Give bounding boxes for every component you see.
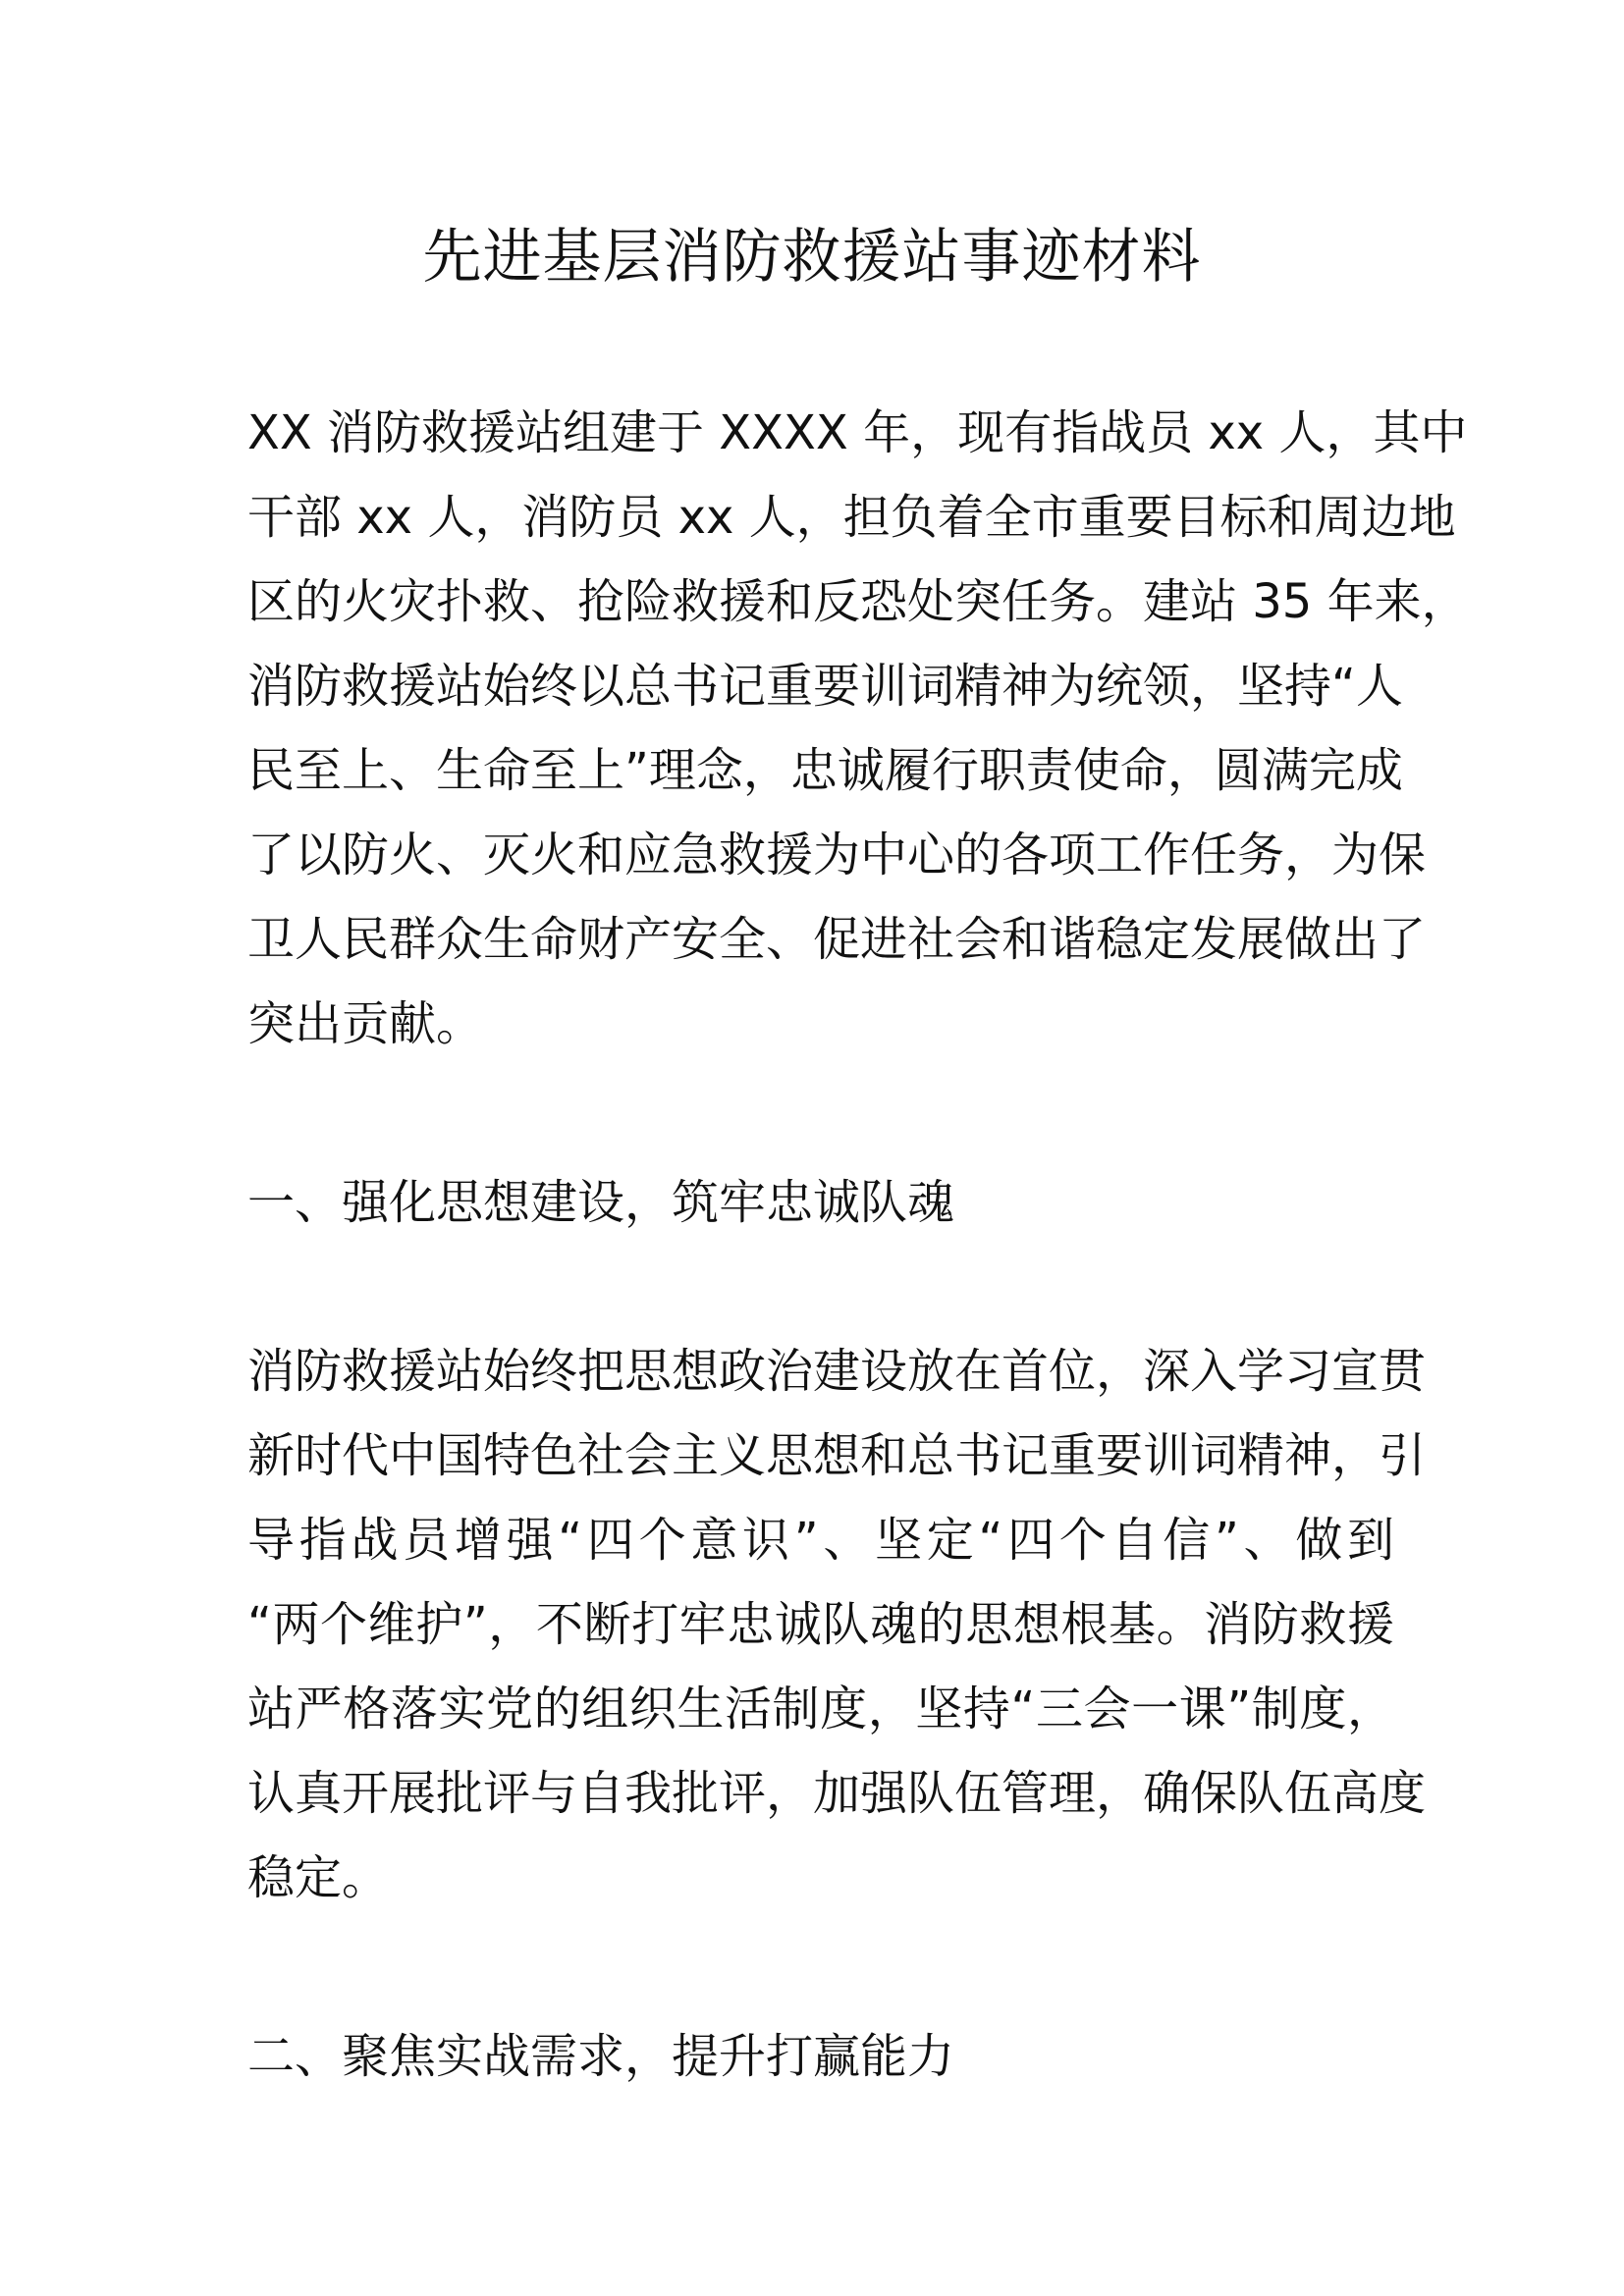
paragraph-line: 新时代中国特色社会主义思想和总书记重要训词精神，引 bbox=[247, 1428, 1427, 1483]
paragraph-line: 了以防火、灭火和应急救援为中心的各项工作任务，为保 bbox=[247, 828, 1427, 882]
paragraph-line: 稳定。 bbox=[247, 1850, 390, 1905]
paragraph-line: 干部 xx 人，消防员 xx 人，担负着全市重要目标和周边地 bbox=[247, 490, 1456, 545]
paragraph-line: 突出贡献。 bbox=[247, 996, 484, 1051]
paragraph-line: XX 消防救援站组建于 XXXX 年，现有指战员 xx 人，其中 bbox=[247, 405, 1468, 460]
paragraph-line: 民至上、生命至上”理念，忠诚履行职责使命，圆满完成 bbox=[247, 743, 1403, 798]
paragraph-line: 消防救援站始终把思想政治建设放在首位，深入学习宣贯 bbox=[247, 1344, 1427, 1399]
section-heading-1: 一、强化思想建设，筑牢忠诚队魂 bbox=[247, 1175, 955, 1230]
paragraph-line: 导指战员增强“四个意识”、坚定“四个自信”、做到 bbox=[247, 1513, 1394, 1568]
paragraph-line: 卫人民群众生命财产安全、促进社会和谐稳定发展做出了 bbox=[247, 912, 1427, 967]
document-title: 先进基层消防救援站事迹材料 bbox=[422, 223, 1202, 292]
paragraph-line: 区的火灾扑救、抢险救援和反恐处突任务。建站 35 年来， bbox=[247, 574, 1469, 629]
section-heading-2: 二、聚焦实战需求，提升打赢能力 bbox=[247, 2029, 955, 2084]
paragraph-line: 消防救援站始终以总书记重要训词精神为统领，坚持“人 bbox=[247, 659, 1403, 714]
paragraph-line: 站严格落实党的组织生活制度，坚持“三会一课”制度， bbox=[247, 1682, 1394, 1736]
section1-paragraph bbox=[247, 1329, 1427, 1920]
paragraph-line: “两个维护”，不断打牢忠诚队魂的思想根基。消防救援 bbox=[247, 1597, 1394, 1652]
paragraph-line: 认真开展批评与自我批评，加强队伍管理，确保队伍高度 bbox=[247, 1766, 1427, 1821]
intro-paragraph bbox=[247, 391, 1469, 1066]
